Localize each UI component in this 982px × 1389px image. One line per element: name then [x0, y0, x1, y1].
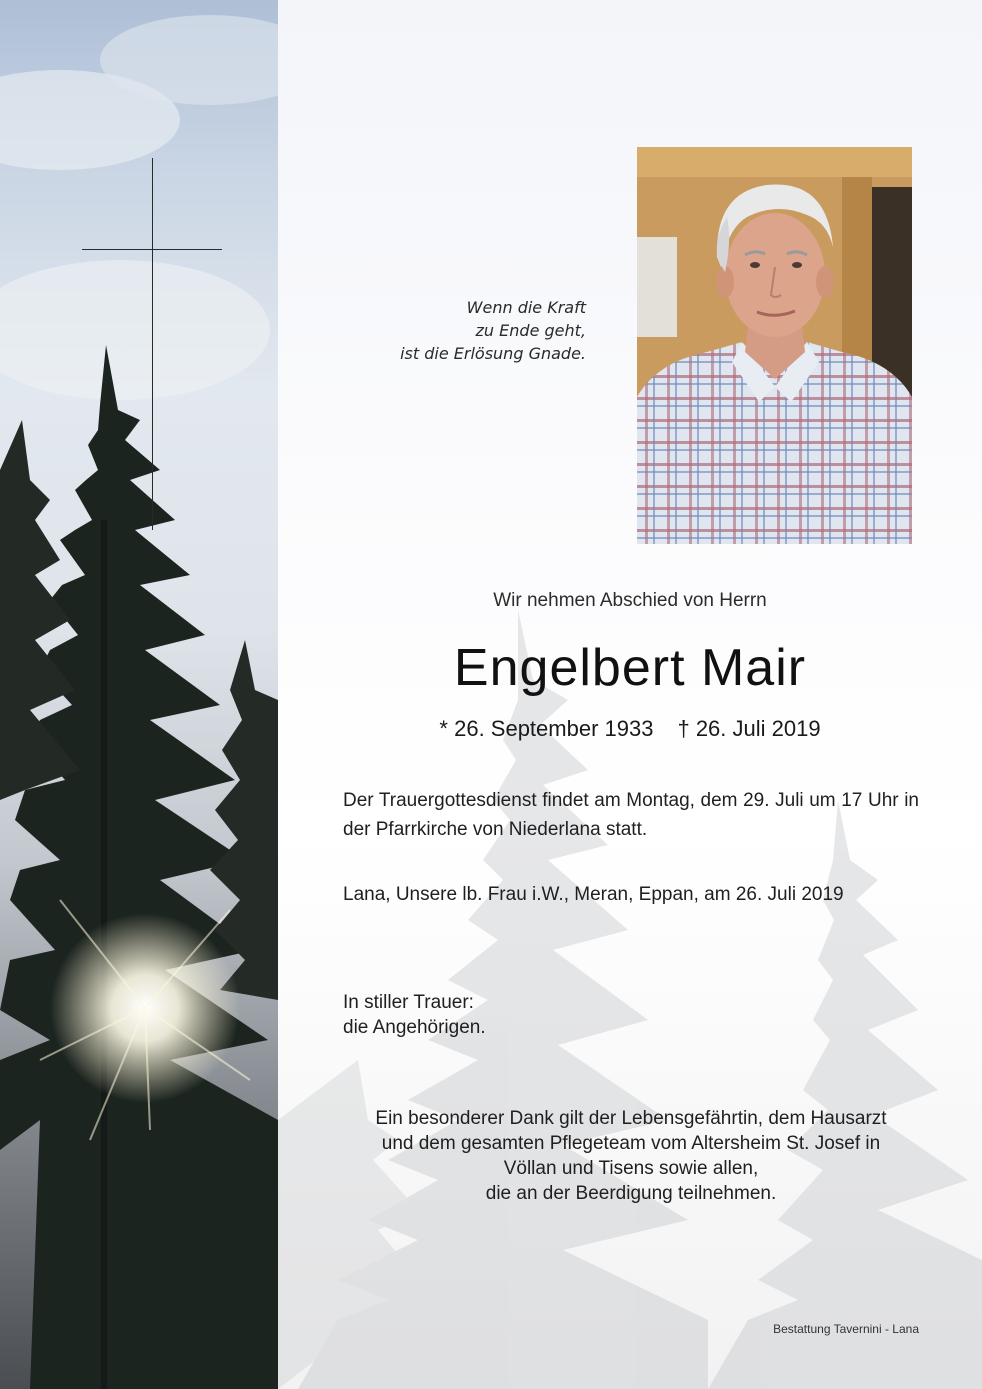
- birth-date: * 26. September 1933: [439, 716, 654, 741]
- acknowledgement-text: [343, 1106, 919, 1206]
- life-dates: [330, 716, 930, 742]
- death-date: † 26. Juli 2019: [677, 716, 821, 741]
- portrait-photo-image: [637, 147, 912, 544]
- mourners-line: die Angehörigen.: [343, 1017, 486, 1038]
- deceased-name: Engelbert Mair: [453, 639, 807, 697]
- funeral-home-credit: Bestattung Tavernini - Lana: [773, 1322, 919, 1336]
- thanks-line: Ein besonderer Dank gilt der Lebensgefährtin, dem Hausarzt: [375, 1108, 887, 1129]
- forest-silhouette-image: [0, 0, 278, 1389]
- quote-line: zu Ende geht,: [475, 321, 586, 340]
- thanks-line: die an der Beerdigung teilnehmen.: [485, 1183, 777, 1204]
- cross-horizontal-bar: [82, 249, 222, 250]
- farewell-intro: Wir nehmen Abschied von Herrn: [493, 590, 767, 611]
- mourners-line: In stiller Trauer:: [343, 992, 474, 1013]
- quote-line: Wenn die Kraft: [466, 298, 586, 317]
- cross-vertical-bar: [152, 158, 153, 530]
- place-and-date: Lana, Unsere lb. Frau i.W., Meran, Eppan, am 26. Juli 2019: [343, 884, 844, 905]
- quote-line: ist die Erlösung Gnade.: [400, 344, 586, 363]
- forest-photo-panel: [0, 0, 278, 1389]
- deceased-portrait: [637, 147, 912, 544]
- thanks-line: und dem gesamten Pflegeteam vom Altersheim St. Josef in: [381, 1133, 881, 1154]
- funeral-service-info: Der Trauergottesdienst findet am Montag, dem 29. Juli um 17 Uhr in der Pfarrkirche von Niederlana statt.: [343, 790, 919, 840]
- mourners-signature: [343, 990, 643, 1040]
- memorial-quote: [330, 296, 586, 365]
- thanks-line: Völlan und Tisens sowie allen,: [503, 1158, 759, 1179]
